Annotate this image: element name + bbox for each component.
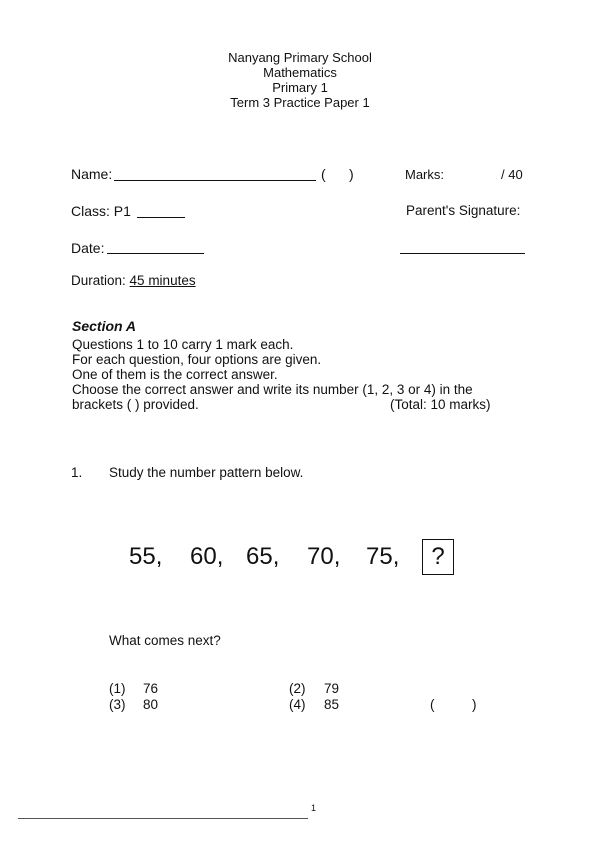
marks-label: Marks: [405, 167, 444, 182]
subject: Mathematics [263, 65, 337, 80]
date-label: Date: [71, 240, 105, 256]
option-1-number: (1) [109, 681, 126, 696]
footer-rule [18, 818, 308, 819]
option-3[interactable] [109, 697, 159, 712]
option-2-value: 79 [324, 681, 340, 696]
school-name: Nanyang Primary School [228, 50, 372, 65]
pattern-term-2: 60, [190, 543, 224, 570]
parent-signature-field[interactable] [400, 241, 525, 254]
number-pattern [0, 543, 600, 577]
option-4-number: (4) [289, 697, 306, 712]
instruction-line-5: brackets ( ) provided. [72, 397, 199, 412]
paper-title: Term 3 Practice Paper 1 [230, 95, 370, 110]
option-4-value: 85 [324, 697, 340, 712]
instruction-line-4: Choose the correct answer and write its number (1, 2, 3 or 4) in the [72, 382, 473, 397]
page-number: 1 [311, 803, 317, 813]
question-ask: What comes next? [109, 633, 221, 648]
duration [71, 273, 196, 288]
pattern-term-4: 70, [307, 543, 341, 570]
name-bracket: ( ) [321, 166, 354, 182]
unknown-term-box: ? [422, 539, 454, 575]
parent-signature-label: Parent's Signature: [406, 203, 521, 218]
duration-value: 45 minutes [129, 273, 196, 288]
instruction-line-2: For each question, four options are given. [72, 352, 322, 367]
class-label: Class: P1 [71, 203, 131, 219]
pattern-term-5: 75, [366, 543, 400, 570]
option-2-number: (2) [289, 681, 306, 696]
instruction-line-3: One of them is the correct answer. [72, 367, 278, 382]
paper-header [0, 50, 600, 110]
pattern-term-3: 65, [246, 543, 280, 570]
name-label: Name: [71, 166, 113, 182]
section-total: (Total: 10 marks) [390, 397, 491, 412]
question-prompt: Study the number pattern below. [109, 465, 304, 480]
pattern-term-1: 55, [129, 543, 163, 570]
option-3-value: 80 [143, 697, 159, 712]
instruction-line-1: Questions 1 to 10 carry 1 mark each. [72, 337, 294, 352]
option-1[interactable] [109, 681, 159, 696]
option-4[interactable] [289, 697, 340, 712]
option-2[interactable] [289, 681, 340, 696]
name-field[interactable] [114, 168, 316, 181]
option-3-number: (3) [109, 697, 126, 712]
date-field[interactable] [107, 241, 204, 254]
level: Primary 1 [272, 80, 328, 95]
question-number: 1. [71, 465, 83, 480]
option-1-value: 76 [143, 681, 159, 696]
section-title: Section A [72, 318, 137, 334]
answer-bracket[interactable]: ( ) [430, 697, 477, 712]
marks-total: / 40 [501, 167, 523, 182]
duration-label: Duration: [71, 273, 126, 288]
class-field[interactable] [137, 205, 185, 218]
